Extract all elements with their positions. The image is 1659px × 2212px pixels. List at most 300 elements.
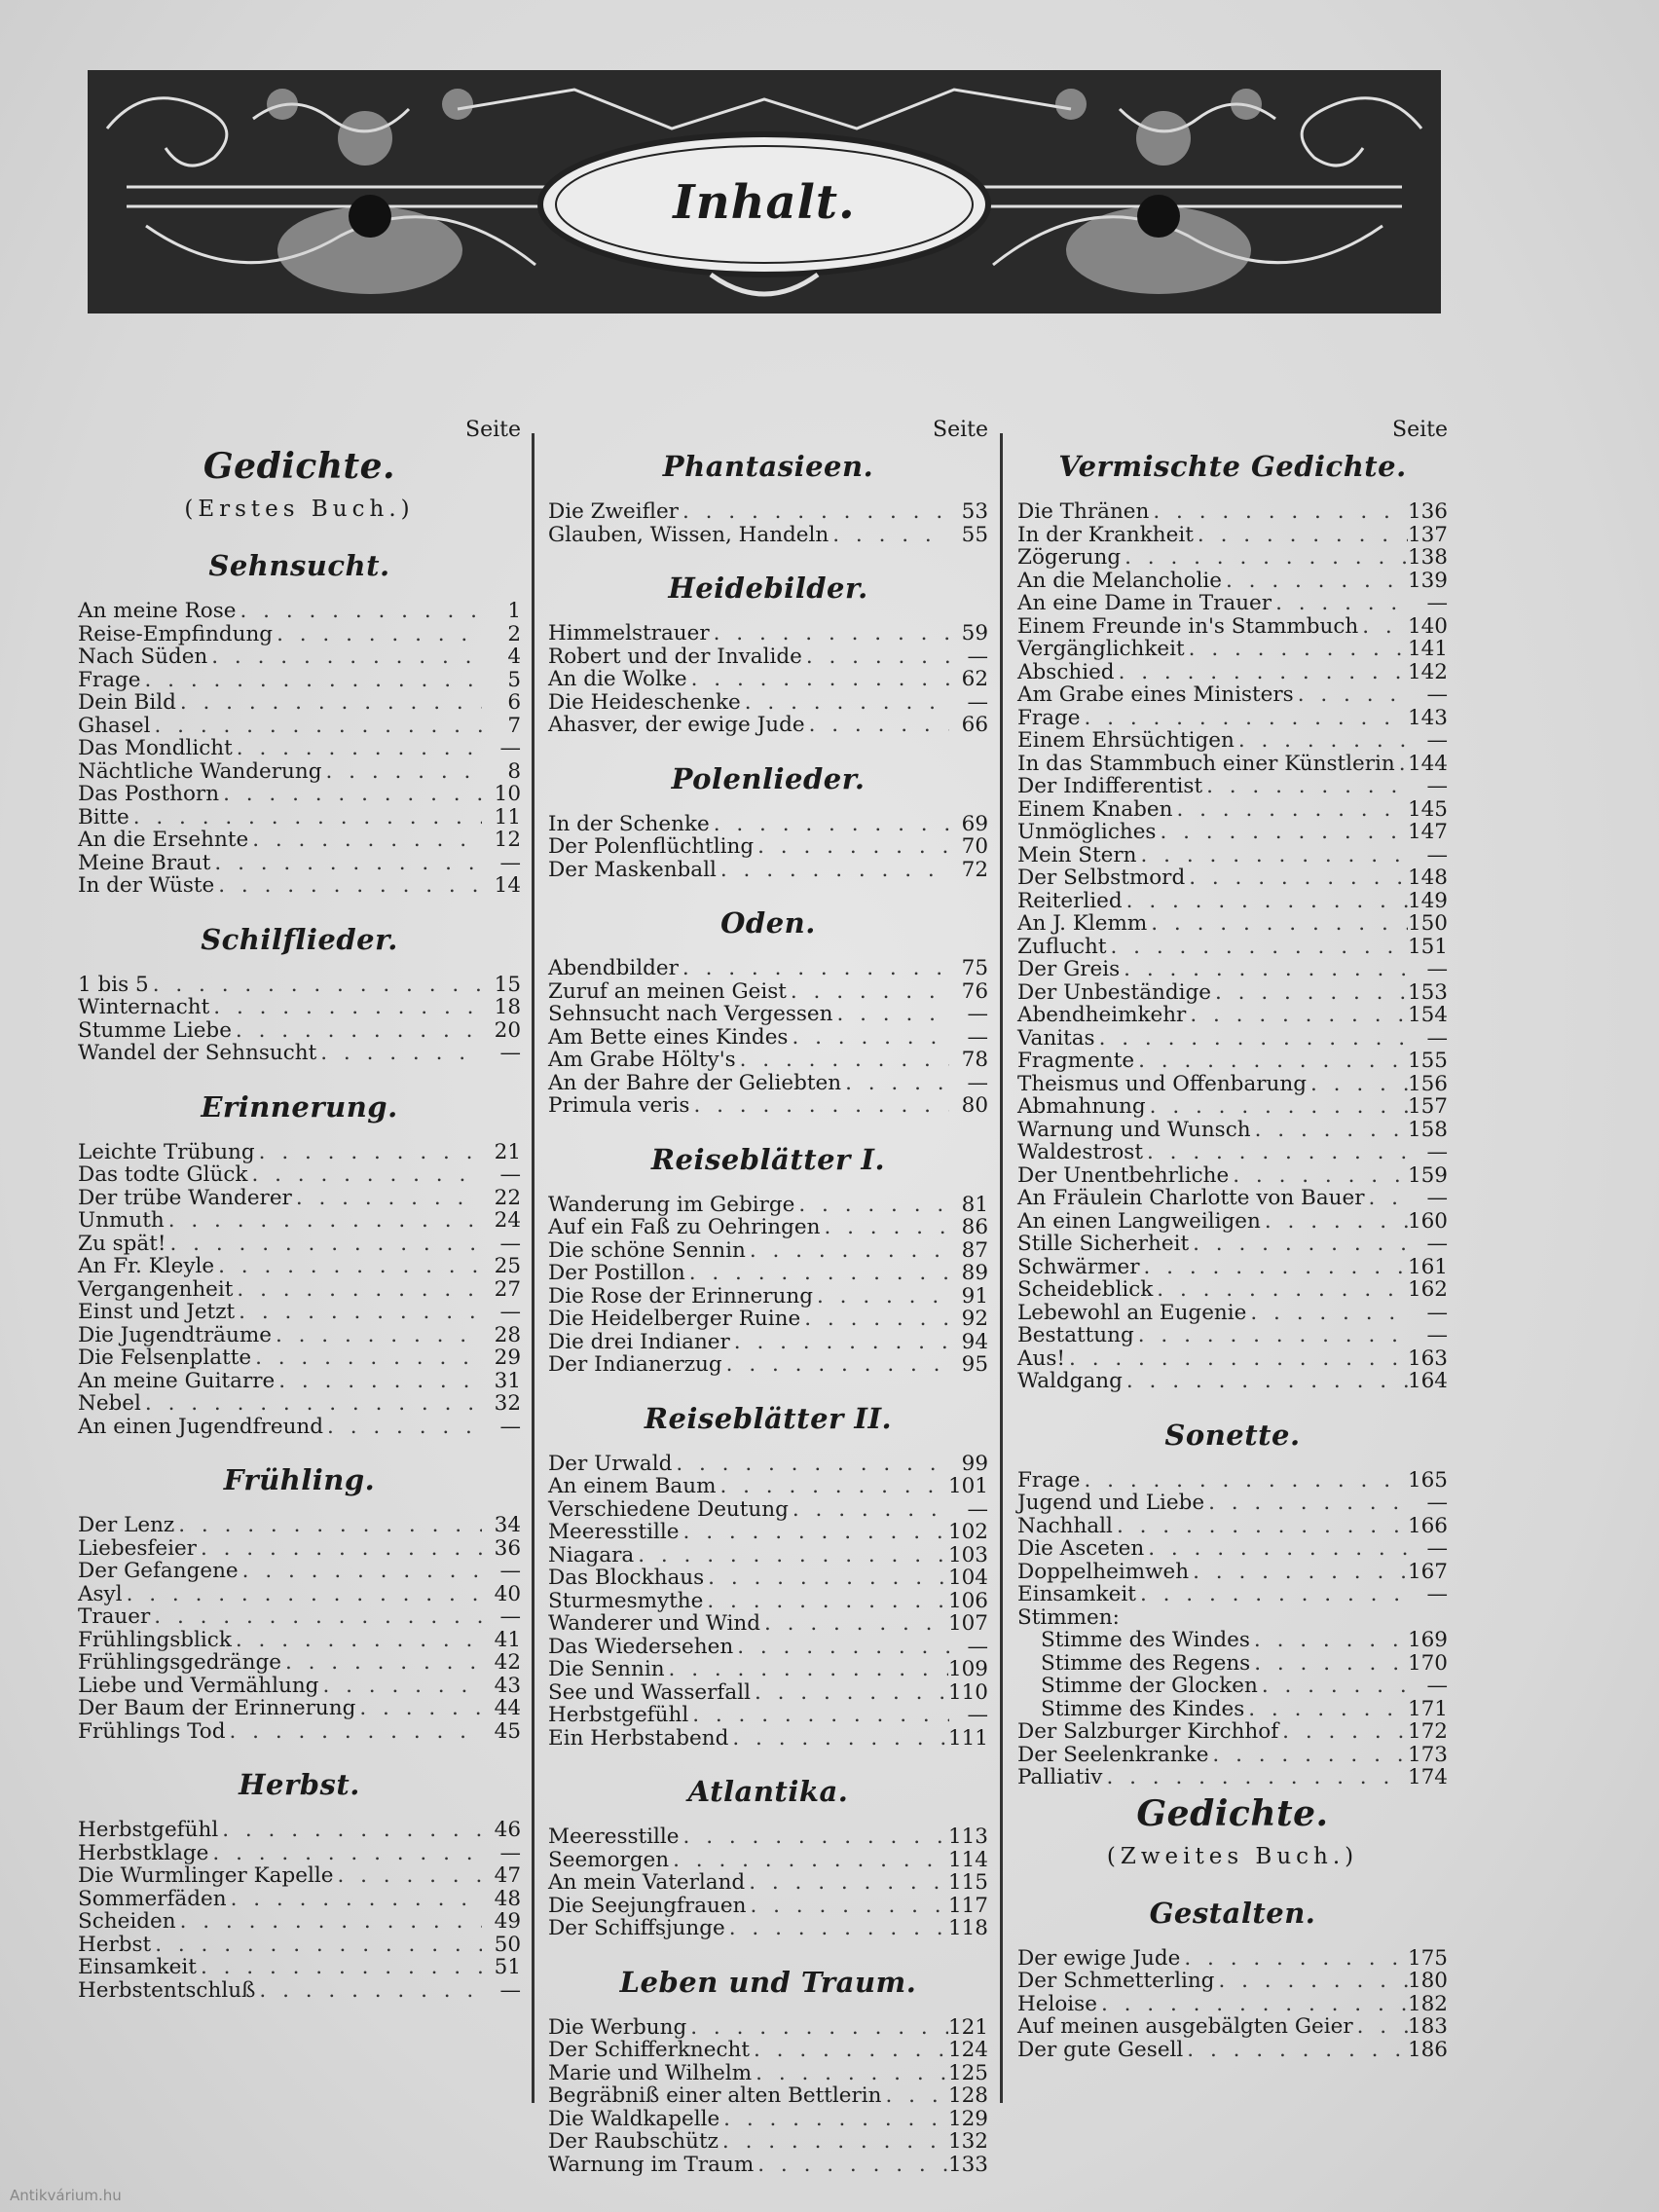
page-number: 91 [961,1283,988,1309]
dot-leader [1222,570,1408,593]
dot-leader [197,1537,482,1561]
entry-title: Herbstgefühl [548,1703,689,1727]
page-number: — [1426,1140,1448,1164]
entry-title: Die Felsenplatte [78,1346,252,1370]
toc-entry [78,600,521,623]
entry-title: Auf ein Faß zu Oehringen [548,1215,821,1239]
toc-entry [1017,1347,1448,1371]
dot-leader [1294,683,1409,707]
toc-entry [548,1681,988,1705]
toc-column-3 [1017,417,1448,2061]
toc-entry [78,1560,521,1583]
page-number: — [1426,1232,1448,1256]
page-number: 114 [947,1847,988,1872]
dot-leader [1113,1515,1408,1538]
dot-leader [802,645,949,669]
page-number: 40 [494,1581,521,1606]
dot-leader [728,1727,948,1751]
toc-entry [548,1239,988,1263]
entry-title: Herbst [78,1932,152,1957]
toc-entry [78,623,521,646]
entry-title: Die Werbung [548,2014,687,2040]
dot-leader [788,1026,949,1050]
dot-leader [1123,890,1408,913]
dot-leader [1137,844,1409,867]
dot-leader [1229,1164,1408,1188]
toc-entry [1017,753,1448,776]
entry-title: An meine Guitarre [78,1368,276,1393]
entry-title: Dein Bild [78,690,176,715]
toc-column-2 [548,417,988,2176]
toc-entry [548,2154,988,2177]
toc-entry [78,874,521,898]
entry-title: Die Asceten [1017,1536,1145,1561]
dot-leader [1183,2039,1408,2062]
page-number: 75 [961,956,988,980]
toc-entry [78,1979,521,2003]
page-number: 110 [947,1679,988,1705]
dot-leader [1134,1324,1409,1347]
toc-entry [78,1537,521,1561]
entry-title: Unmuth [78,1208,165,1233]
dot-leader [1272,592,1409,615]
page-number: — [1426,1025,1448,1051]
entry-title: Doppelheimweh [1017,1559,1190,1584]
entry-title: Schwärmer [1017,1254,1140,1279]
page-number: 124 [947,2038,988,2062]
toc-entry [548,1353,988,1377]
entry-title: Ghasel [78,713,151,738]
dot-leader [255,1979,482,2003]
toc-entry [78,1392,521,1416]
entry-title: An J. Klemm [1017,911,1148,936]
toc-entry [78,1163,521,1187]
page-number: 136 [1407,499,1448,524]
entry-title: Stumme Liebe [78,1017,232,1043]
toc-entry [78,1141,521,1164]
dot-leader [746,1895,948,1918]
page-number: 62 [961,667,988,691]
page-number: 106 [947,1588,988,1613]
entry-title: Die Sennin [548,1657,665,1681]
page-number: 173 [1407,1742,1448,1767]
entry-title: Jugend und Liebe [1017,1491,1205,1515]
entry-title: An einem Baum [548,1474,717,1498]
toc-entry [1017,775,1448,798]
page-number: 166 [1407,1513,1448,1538]
page-number: 111 [947,1725,988,1751]
page-number: — [499,1977,521,2003]
page-number: 42 [494,1650,521,1675]
toc-entry [548,1285,988,1309]
section-heading: Herbst. [239,1768,360,1801]
toc-entry [548,1453,988,1476]
page-number: 104 [947,1566,988,1590]
page-number: 161 [1407,1254,1448,1279]
page-number: 1 [507,599,521,623]
toc-entry [1017,958,1448,981]
seite-label: Seite [933,418,988,442]
page-number: — [1426,1491,1448,1515]
entry-title: Abmahnung [1017,1094,1146,1119]
page-number: 158 [1407,1117,1448,1142]
page-number: 125 [947,2060,988,2085]
page-number: 29 [494,1346,521,1370]
dot-leader [1153,1278,1408,1302]
column-divider [532,433,535,2103]
dot-leader [1180,1947,1408,1971]
entry-title: An meine Rose [78,599,237,623]
page-number: 182 [1407,1991,1448,2016]
dot-leader [1123,1370,1408,1393]
dot-leader [679,500,949,524]
page-number: — [499,736,521,760]
page-number: 172 [1407,1719,1448,1744]
toc-entry [1017,1073,1448,1096]
toc-entry [78,1720,521,1744]
section-heading: Vermischte Gedichte. [1058,450,1407,483]
page-number: 109 [947,1657,988,1681]
entry-title: In der Wüste [78,873,215,898]
page-number: 167 [1407,1559,1448,1584]
toc-entry [1017,2039,1448,2062]
entry-title: Frühlings Tod [78,1718,226,1744]
entry-title: Einsamkeit [1017,1582,1136,1606]
entry-title: Mein Stern [1017,842,1137,867]
page-number: 128 [947,2083,988,2108]
entry-title: Der Indifferentist [1017,774,1203,798]
dot-leader [703,1590,948,1613]
dot-leader [787,980,949,1004]
dot-leader [1144,1537,1409,1561]
dot-leader [237,600,483,623]
entry-title: Der Baum der Erinnerung [78,1696,356,1720]
toc-entry [1017,1050,1448,1073]
toc-entry [548,980,988,1004]
entry-title: Abendbilder [548,956,679,980]
entry-title: Die Heideschenke [548,689,741,715]
entry-title: Am Grabe Hölty's [548,1048,736,1072]
entry-title: Das Blockhaus [548,1566,705,1590]
entry-title: Trauer [78,1604,151,1629]
entry-title: Die schöne Sennin [548,1237,746,1263]
dot-leader [687,668,949,691]
dot-leader [760,1612,948,1636]
dot-leader [248,829,482,852]
page-number: 137 [1407,522,1448,547]
toc-entry [78,645,521,669]
toc-entry [1017,1233,1448,1256]
page-number: 107 [947,1611,988,1636]
page-number: — [1426,591,1448,615]
dot-leader [789,1498,949,1522]
page-number: 140 [1407,613,1448,639]
toc-entry [548,1567,988,1590]
dot-leader [1258,1675,1409,1698]
entry-title: Frühlingsblick [78,1627,232,1652]
page-number: — [499,1414,521,1439]
page-number: — [1426,728,1448,753]
page-number: 155 [1407,1049,1448,1073]
entry-title: Einem Knaben [1017,796,1173,822]
toc-entry [1017,1164,1448,1188]
dot-leader [719,2108,948,2131]
entry-title: Das todte Glück [78,1162,248,1187]
entry-title: Der Maskenball [548,857,717,882]
section-heading: Leben und Traum. [619,1965,917,1999]
toc-entry [78,1209,521,1233]
toc-entry [78,852,521,875]
entry-title: Waldestrost [1017,1140,1143,1164]
toc-entry [1017,1302,1448,1325]
page-number: 113 [947,1825,988,1849]
toc-entry [78,760,521,784]
watermark: Antikvárium.hu [10,2187,122,2204]
entry-title: Die Heidelberger Ruine [548,1307,801,1331]
dot-leader [688,1704,949,1727]
section-heading: Oden. [720,906,816,940]
dot-leader [165,1209,482,1233]
entry-title: Scheiden [78,1909,176,1934]
toc-entry [78,996,521,1019]
toc-entry [78,1301,521,1324]
page-number: 69 [961,811,988,836]
toc-entry [548,1262,988,1285]
dot-leader [251,1346,482,1370]
page-number: 121 [947,2014,988,2040]
page-number: 36 [494,1535,521,1561]
dot-leader [232,1019,482,1043]
dot-leader [247,1163,482,1187]
seite-label: Seite [465,418,521,442]
toc-entry [548,1072,988,1095]
toc-entry [1017,1469,1448,1493]
page-number: — [499,1840,521,1865]
toc-entry [1017,866,1448,890]
toc-entry [1017,890,1448,913]
dot-leader [751,1681,948,1705]
entry-title: Der Selbstmord [1017,866,1186,890]
dot-leader [719,2130,948,2154]
page-number: 183 [1407,2014,1448,2039]
toc-entry [1017,1744,1448,1767]
toc-entry [78,1346,521,1370]
dot-leader [129,806,482,830]
page-number: 10 [494,782,521,806]
page-number: — [1426,1323,1448,1347]
toc-entry [548,1094,988,1118]
dot-leader [1244,1698,1408,1721]
entry-title: Am Grabe eines Ministers [1017,682,1294,707]
section-heading: Sonette. [1164,1418,1301,1452]
dot-leader [665,1658,948,1681]
page-number: 34 [494,1513,521,1537]
dot-leader [174,1514,482,1537]
dot-leader [832,1003,949,1026]
dot-leader [1211,981,1408,1005]
toc-entry [78,1605,521,1629]
dot-leader [679,957,949,980]
toc-entry [548,1917,988,1940]
toc-entry [78,783,521,806]
entry-title: Der Schiffsjunge [548,1916,725,1940]
entry-title: Der Unentbehrliche [1017,1162,1230,1188]
toc-entry [1017,1583,1448,1606]
toc-entry [1017,1993,1448,2016]
entry-title: Der Postillon [548,1261,685,1285]
toc-entry [1017,1095,1448,1119]
entry-title: Am Bette eines Kindes [548,1024,789,1050]
entry-title: Das Posthorn [78,782,220,806]
toc-entry [548,2016,988,2040]
dot-leader [1208,1744,1408,1767]
toc-entry [1017,1606,1448,1630]
page-number: 117 [947,1893,988,1918]
dot-leader [214,1255,482,1278]
dot-leader [218,1819,482,1842]
toc-entry [548,1331,988,1354]
page-number: 12 [494,828,521,852]
toc-entry [78,1324,521,1347]
dot-leader [704,1567,948,1590]
dot-leader [672,1453,949,1476]
page-number: — [1426,842,1448,867]
page-number: — [499,850,521,875]
toc-entry [1017,1004,1448,1027]
dot-leader [725,1917,948,1940]
page-number: 32 [494,1391,521,1416]
page-number: 150 [1407,911,1448,936]
dot-leader [210,852,482,875]
dot-leader [1107,936,1408,959]
entry-title: Herbstentschluß [78,1977,256,2003]
page-number: 7 [507,713,521,738]
entry-title: An mein Vaterland [548,1870,746,1895]
entry-title: Theismus und Offenbarung [1017,1071,1308,1096]
toc-entry [548,500,988,524]
dot-leader [841,1072,949,1095]
dot-leader [219,783,482,806]
section-heading: Erinnerung. [201,1089,398,1124]
dot-leader [1185,638,1408,661]
page-number: 55 [961,522,988,547]
dot-leader [281,1651,482,1675]
section-heading: Sehnsucht. [208,549,390,582]
page-number: 15 [494,972,521,997]
dot-leader [1095,1027,1409,1051]
page-number: 102 [947,1520,988,1544]
dot-leader [1172,798,1408,822]
section-heading: Reiseblätter I. [650,1142,886,1176]
entry-title: Das Wiedersehen [548,1634,734,1659]
dot-leader [1250,1652,1408,1676]
entry-title: Ahasver, der ewige Jude [548,713,805,737]
entry-title: Bestattung [1017,1323,1134,1347]
toc-entry [1017,1141,1448,1164]
entry-title: Der Schmetterling [1017,1969,1215,1993]
entry-title: Begräbniß einer alten Bettlerin [548,2083,882,2108]
dot-leader [1065,1347,1408,1371]
toc-entry [1017,1027,1448,1051]
dot-leader [1097,1993,1408,2016]
dot-leader [214,874,482,898]
toc-entry [1017,844,1448,867]
page-number: — [967,1002,988,1026]
page-number: 70 [961,834,988,859]
entry-title: Der Schifferknecht [548,2038,750,2062]
entry-title: Der Polenflüchtling [548,834,755,859]
column-divider [1000,433,1003,2103]
page-number: — [1426,1300,1448,1325]
dot-leader [150,715,482,738]
page-number: 147 [1407,820,1448,844]
page-title: Inhalt. [673,175,856,230]
dot-leader [680,1825,948,1849]
dot-leader [232,1629,482,1652]
dot-leader [272,1324,482,1347]
toc-entry [78,691,521,715]
page-number: 160 [1407,1208,1448,1234]
section-heading: Heidebilder. [668,571,868,605]
page-number: 6 [507,690,521,715]
dot-leader [754,835,949,859]
entry-title: Waldgang [1017,1369,1123,1393]
dot-leader [710,813,949,836]
page-number: 80 [961,1093,988,1118]
dot-leader [275,1370,482,1393]
toc-entry [78,1819,521,1842]
entry-title: Winternacht [78,995,210,1019]
entry-title: Der Greis [1017,957,1121,981]
dot-leader [680,1521,948,1544]
dot-leader [1261,1210,1408,1234]
page-number: — [1426,1536,1448,1561]
page-number: 14 [494,873,521,898]
page-number: 46 [494,1818,521,1842]
entry-title: Palliativ [1017,1765,1103,1789]
toc-entry [1017,1629,1448,1652]
section-heading: Phantasieen. [662,450,874,483]
entry-title: Glauben, Wissen, Handeln [548,522,830,547]
entry-title: Zögerung [1017,545,1122,570]
dot-leader [800,1308,949,1331]
entry-title: Der trübe Wanderer [78,1185,292,1210]
section-heading: Atlantika. [687,1775,849,1808]
page-number: — [499,1300,521,1324]
section-subtitle: (Zweites Buch.) [1106,1843,1359,1869]
toc-entry [1017,1515,1448,1538]
entry-title: Vergänglichkeit [1017,637,1185,661]
entry-title: Meeresstille [548,1520,680,1544]
entry-title: Nach Süden [78,645,208,669]
toc-entry [548,1636,988,1659]
page-number: 118 [947,1916,988,1940]
page-number: — [967,1496,988,1522]
page-number: 24 [494,1208,521,1233]
dot-leader [255,1141,482,1164]
entry-title: Abendheimkehr [1017,1003,1187,1027]
dot-leader [1134,1050,1408,1073]
toc-entry [78,974,521,997]
page-number: 43 [494,1673,521,1698]
entry-title: Seemorgen [548,1847,670,1872]
toc-entry [78,1651,521,1675]
page-number: 48 [494,1886,521,1911]
dot-leader [813,1285,949,1309]
dot-leader [333,1864,482,1888]
entry-title: 1 bis 5 [78,972,149,997]
toc-entry [548,1590,988,1613]
